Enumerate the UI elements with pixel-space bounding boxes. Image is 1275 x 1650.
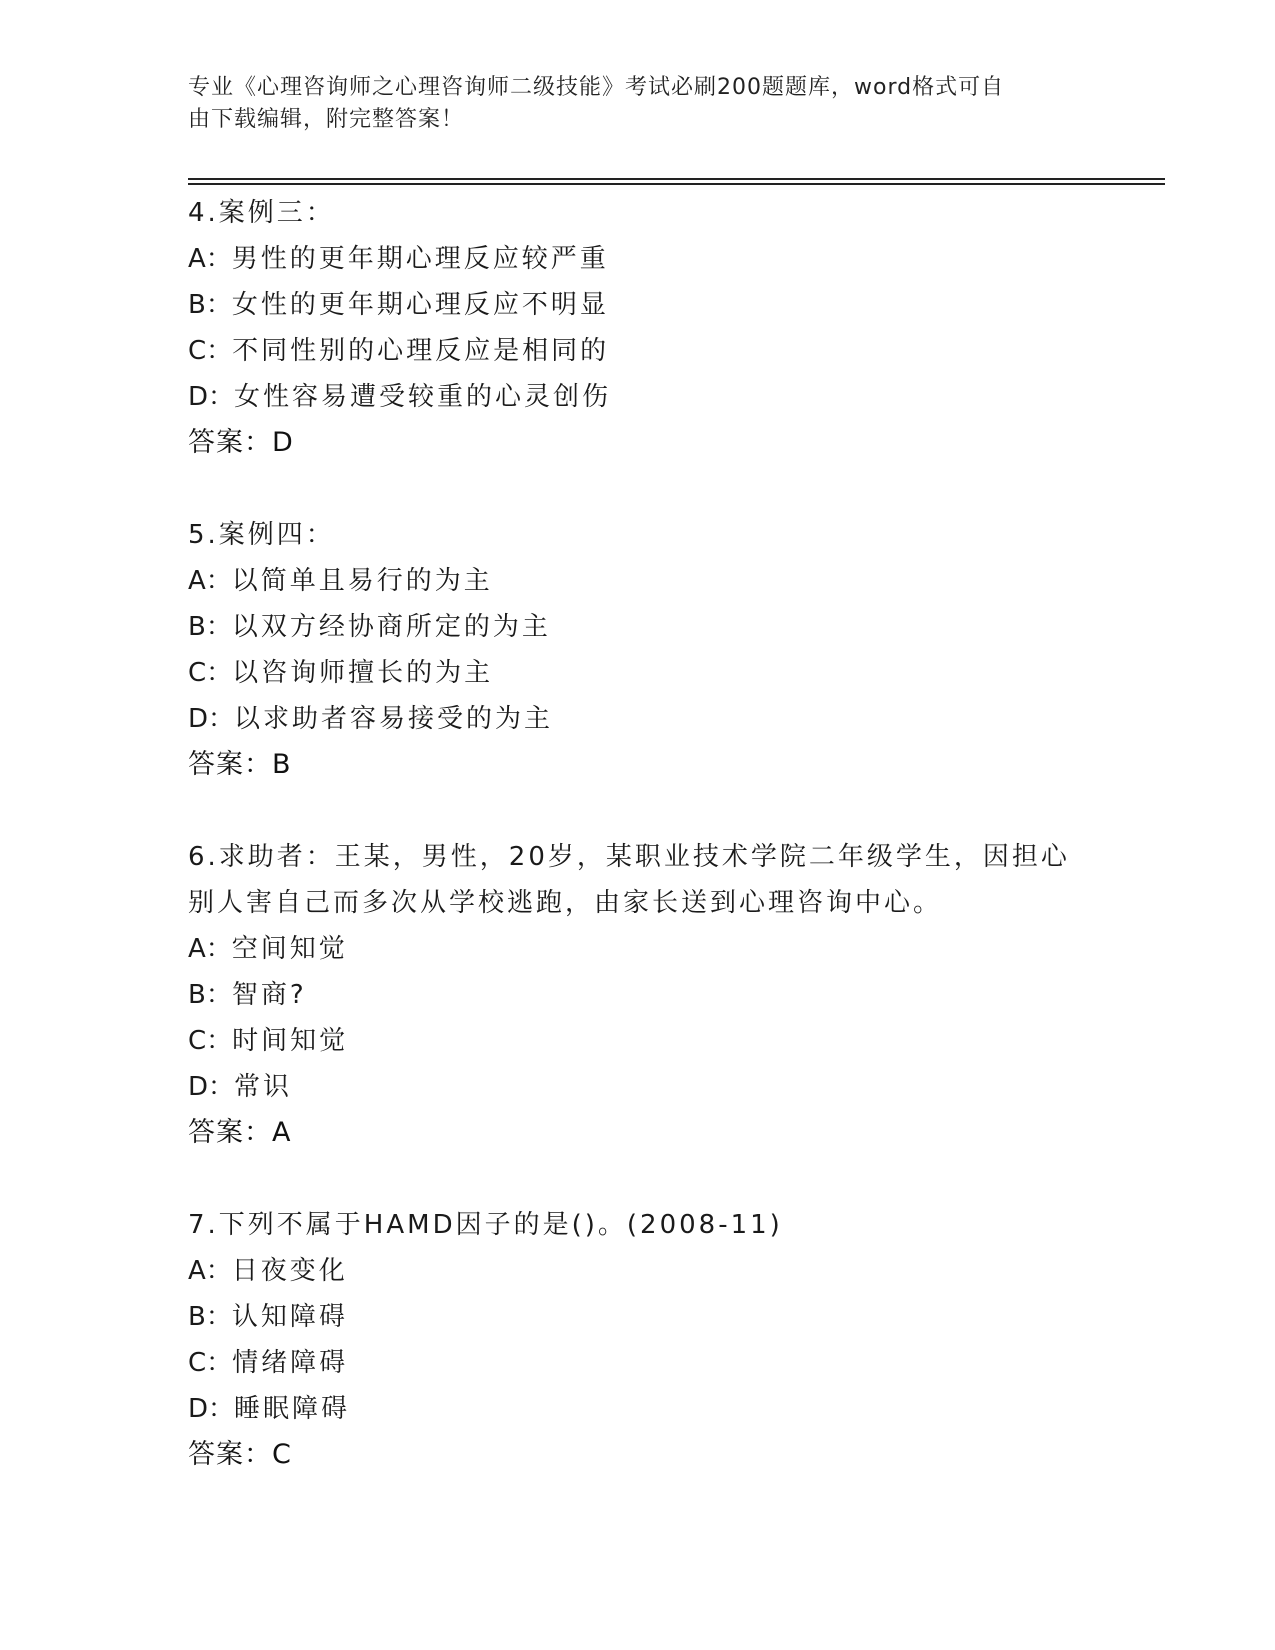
option-b [188, 282, 1088, 328]
option-text: 情绪障碍 [232, 1348, 349, 1378]
option-d [188, 374, 1088, 420]
question-stem: 5.案例四： [188, 520, 335, 550]
option-c [188, 1340, 1088, 1386]
option-letter: B： [188, 612, 232, 642]
option-text: 男性的更年期心理反应较严重 [231, 244, 609, 274]
document-header [188, 72, 1068, 136]
question-stem-line-1: 6.求助者：王某，男性，20岁，某职业技术学院二年级学生，因担心 [188, 842, 1070, 872]
header-divider-top [188, 178, 1165, 180]
option-letter: D： [188, 1072, 235, 1102]
option-text: 认知障碍 [231, 1302, 348, 1332]
question-stem: 4.案例三： [188, 198, 335, 228]
question-list [188, 190, 1088, 1524]
option-text: 不同性别的心理反应是相同的 [232, 336, 610, 366]
option-c [188, 328, 1088, 374]
answer-line: 答案：D [188, 427, 294, 458]
option-letter: B： [188, 290, 232, 320]
option-letter: B： [188, 980, 232, 1010]
option-letter: A： [188, 244, 232, 274]
option-a [188, 236, 1088, 282]
option-text: 时间知觉 [232, 1026, 349, 1056]
option-d [188, 696, 1088, 742]
option-b [188, 1294, 1088, 1340]
header-line-1: 专业《心理咨询师之心理咨询师二级技能》考试必刷200题题库，word格式可自 [188, 75, 1005, 100]
option-text: 以咨询师擅长的为主 [232, 658, 494, 688]
answer-line: 答案：A [188, 1117, 292, 1148]
option-text: 以求助者容易接受的为主 [234, 704, 554, 734]
question-item [188, 190, 1088, 466]
answer-line: 答案：C [188, 1439, 292, 1470]
option-a [188, 1248, 1088, 1294]
option-d [188, 1064, 1088, 1110]
option-letter: B： [188, 1302, 232, 1332]
option-letter: A： [188, 1256, 232, 1286]
option-letter: D： [188, 704, 235, 734]
option-c [188, 1018, 1088, 1064]
question-stem: 7.下列不属于HAMD因子的是()。(2008-11) [188, 1210, 783, 1240]
option-b [188, 972, 1088, 1018]
question-item [188, 1202, 1088, 1478]
option-letter: C： [188, 1348, 233, 1378]
header-line-2: 由下载编辑，附完整答案！ [188, 107, 465, 132]
option-letter: A： [188, 934, 232, 964]
header-divider-bottom [188, 183, 1165, 185]
question-item [188, 834, 1088, 1156]
option-b [188, 604, 1088, 650]
option-text: 空间知觉 [231, 934, 348, 964]
option-text: 女性的更年期心理反应不明显 [231, 290, 609, 320]
option-text: 常识 [234, 1072, 293, 1102]
option-text: 以简单且易行的为主 [231, 566, 493, 596]
option-text: 睡眠障碍 [234, 1394, 351, 1424]
option-letter: D： [188, 382, 235, 412]
option-letter: C： [188, 658, 233, 688]
option-a [188, 558, 1088, 604]
option-a [188, 926, 1088, 972]
option-text: 日夜变化 [231, 1256, 348, 1286]
option-text: 以双方经协商所定的为主 [231, 612, 551, 642]
option-letter: A： [188, 566, 232, 596]
option-text: 女性容易遭受较重的心灵创伤 [234, 382, 612, 412]
option-text: 智商? [231, 980, 307, 1010]
question-stem-line-2: 别人害自己而多次从学校逃跑，由家长送到心理咨询中心。 [188, 888, 943, 918]
option-letter: C： [188, 1026, 233, 1056]
question-item [188, 512, 1088, 788]
answer-line: 答案：B [188, 749, 292, 780]
option-letter: C： [188, 336, 233, 366]
option-c [188, 650, 1088, 696]
option-d [188, 1386, 1088, 1432]
option-letter: D： [188, 1394, 235, 1424]
